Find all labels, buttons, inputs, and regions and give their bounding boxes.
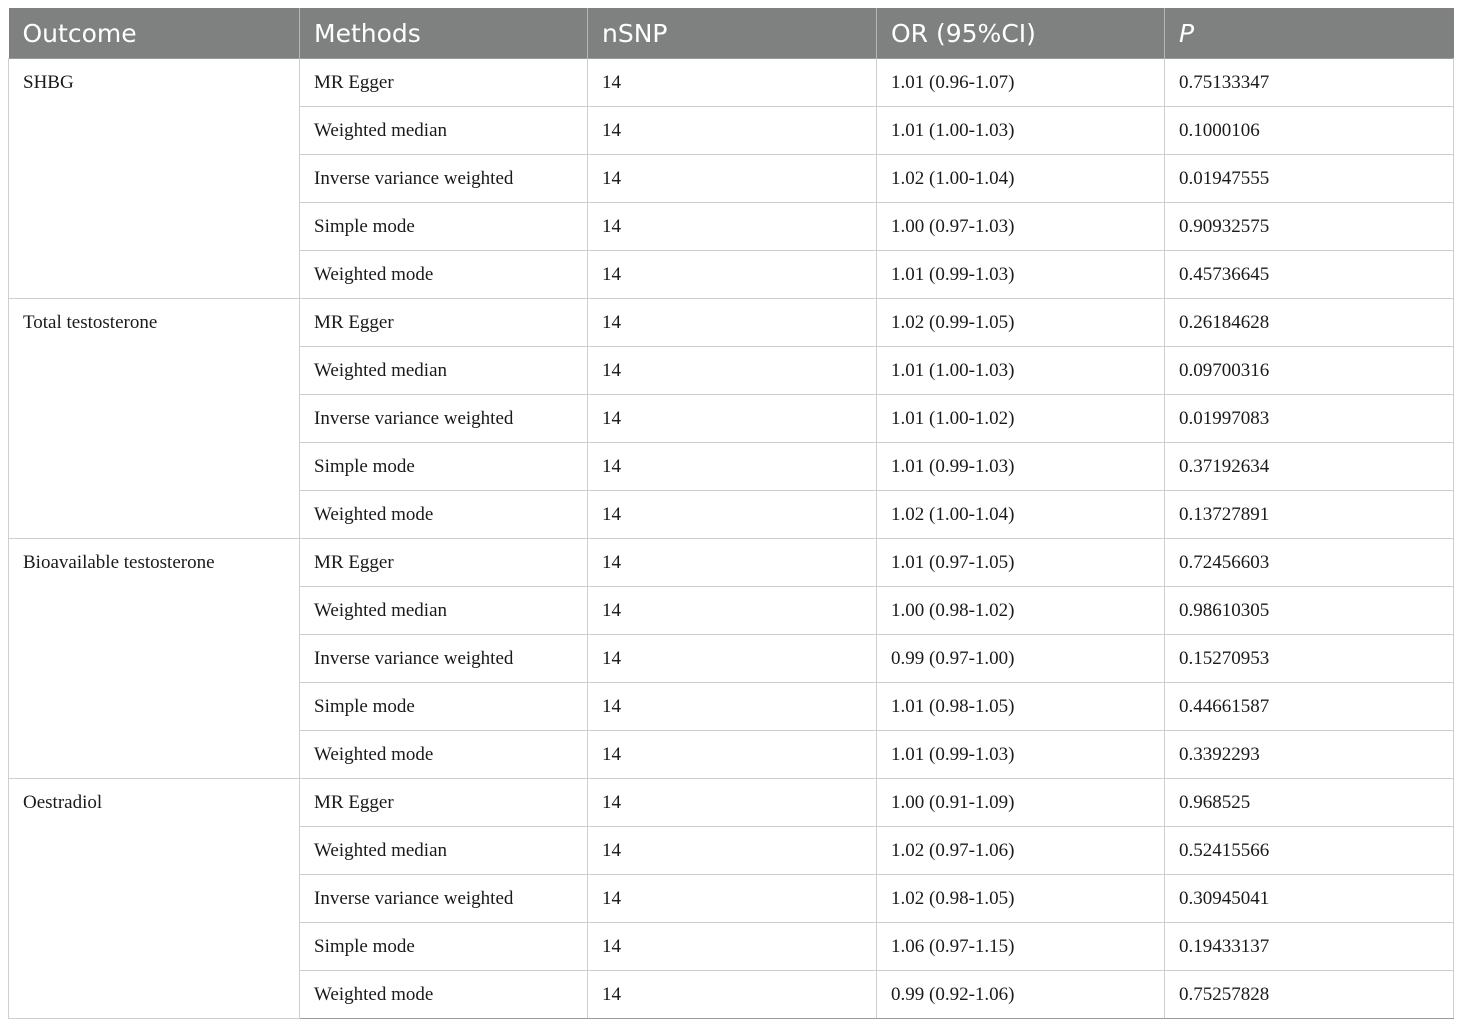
p-value-cell: 0.90932575 <box>1165 203 1454 251</box>
header-or-ci: OR (95%CI) <box>877 8 1165 59</box>
or-ci-cell: 1.02 (0.97-1.06) <box>877 827 1165 875</box>
or-ci-cell: 1.01 (0.99-1.03) <box>877 251 1165 299</box>
or-ci-cell: 1.02 (1.00-1.04) <box>877 155 1165 203</box>
method-cell: Weighted mode <box>300 251 588 299</box>
table-row <box>9 539 1454 587</box>
method-cell: Weighted median <box>300 827 588 875</box>
nsnp-cell: 14 <box>588 971 877 1019</box>
or-ci-cell: 1.01 (0.96-1.07) <box>877 59 1165 107</box>
or-ci-cell: 1.01 (1.00-1.02) <box>877 395 1165 443</box>
nsnp-cell: 14 <box>588 923 877 971</box>
nsnp-cell: 14 <box>588 107 877 155</box>
p-value-cell: 0.37192634 <box>1165 443 1454 491</box>
p-value-cell: 0.3392293 <box>1165 731 1454 779</box>
outcome-cell: Total testosterone <box>9 299 300 539</box>
method-cell: Inverse variance weighted <box>300 395 588 443</box>
or-ci-cell: 1.02 (0.99-1.05) <box>877 299 1165 347</box>
p-value-cell: 0.44661587 <box>1165 683 1454 731</box>
method-cell: Inverse variance weighted <box>300 635 588 683</box>
p-value-cell: 0.72456603 <box>1165 539 1454 587</box>
p-value-cell: 0.45736645 <box>1165 251 1454 299</box>
nsnp-cell: 14 <box>588 491 877 539</box>
method-cell: Simple mode <box>300 683 588 731</box>
table-row <box>9 59 1454 107</box>
or-ci-cell: 1.02 (1.00-1.04) <box>877 491 1165 539</box>
or-ci-cell: 1.00 (0.97-1.03) <box>877 203 1165 251</box>
method-cell: Weighted median <box>300 107 588 155</box>
method-cell: MR Egger <box>300 299 588 347</box>
method-cell: Simple mode <box>300 203 588 251</box>
or-ci-cell: 1.01 (0.99-1.03) <box>877 731 1165 779</box>
or-ci-cell: 1.06 (0.97-1.15) <box>877 923 1165 971</box>
nsnp-cell: 14 <box>588 827 877 875</box>
p-value-cell: 0.75257828 <box>1165 971 1454 1019</box>
method-cell: MR Egger <box>300 539 588 587</box>
nsnp-cell: 14 <box>588 443 877 491</box>
or-ci-cell: 1.00 (0.98-1.02) <box>877 587 1165 635</box>
or-ci-cell: 1.02 (0.98-1.05) <box>877 875 1165 923</box>
method-cell: Simple mode <box>300 443 588 491</box>
method-cell: Weighted median <box>300 587 588 635</box>
p-value-cell: 0.01947555 <box>1165 155 1454 203</box>
header-nsnp: nSNP <box>588 8 877 59</box>
p-value-cell: 0.01997083 <box>1165 395 1454 443</box>
or-ci-cell: 1.01 (0.97-1.05) <box>877 539 1165 587</box>
p-value-cell: 0.30945041 <box>1165 875 1454 923</box>
p-value-cell: 0.19433137 <box>1165 923 1454 971</box>
method-cell: Simple mode <box>300 923 588 971</box>
or-ci-cell: 1.01 (0.99-1.03) <box>877 443 1165 491</box>
table-row <box>9 779 1454 827</box>
method-cell: Weighted mode <box>300 971 588 1019</box>
nsnp-cell: 14 <box>588 683 877 731</box>
table-header-row <box>9 8 1454 59</box>
results-table <box>8 8 1454 1019</box>
outcome-cell: SHBG <box>9 59 300 299</box>
header-outcome: Outcome <box>9 8 300 59</box>
nsnp-cell: 14 <box>588 299 877 347</box>
nsnp-cell: 14 <box>588 59 877 107</box>
p-value-cell: 0.98610305 <box>1165 587 1454 635</box>
method-cell: Weighted mode <box>300 491 588 539</box>
method-cell: Weighted median <box>300 347 588 395</box>
or-ci-cell: 1.01 (0.98-1.05) <box>877 683 1165 731</box>
nsnp-cell: 14 <box>588 395 877 443</box>
table-body <box>9 59 1454 1019</box>
or-ci-cell: 0.99 (0.92-1.06) <box>877 971 1165 1019</box>
p-value-cell: 0.968525 <box>1165 779 1454 827</box>
nsnp-cell: 14 <box>588 779 877 827</box>
method-cell: MR Egger <box>300 779 588 827</box>
nsnp-cell: 14 <box>588 251 877 299</box>
nsnp-cell: 14 <box>588 203 877 251</box>
p-value-cell: 0.15270953 <box>1165 635 1454 683</box>
header-methods: Methods <box>300 8 588 59</box>
p-value-cell: 0.1000106 <box>1165 107 1454 155</box>
table-row <box>9 299 1454 347</box>
or-ci-cell: 1.00 (0.91-1.09) <box>877 779 1165 827</box>
outcome-cell: Bioavailable testosterone <box>9 539 300 779</box>
nsnp-cell: 14 <box>588 539 877 587</box>
or-ci-cell: 0.99 (0.97-1.00) <box>877 635 1165 683</box>
p-value-cell: 0.75133347 <box>1165 59 1454 107</box>
nsnp-cell: 14 <box>588 155 877 203</box>
nsnp-cell: 14 <box>588 347 877 395</box>
p-value-cell: 0.26184628 <box>1165 299 1454 347</box>
p-value-cell: 0.13727891 <box>1165 491 1454 539</box>
or-ci-cell: 1.01 (1.00-1.03) <box>877 347 1165 395</box>
results-table-container <box>8 8 1453 1019</box>
nsnp-cell: 14 <box>588 587 877 635</box>
method-cell: Weighted mode <box>300 731 588 779</box>
method-cell: MR Egger <box>300 59 588 107</box>
nsnp-cell: 14 <box>588 731 877 779</box>
outcome-cell: Oestradiol <box>9 779 300 1019</box>
nsnp-cell: 14 <box>588 635 877 683</box>
or-ci-cell: 1.01 (1.00-1.03) <box>877 107 1165 155</box>
method-cell: Inverse variance weighted <box>300 875 588 923</box>
p-value-cell: 0.52415566 <box>1165 827 1454 875</box>
p-value-cell: 0.09700316 <box>1165 347 1454 395</box>
nsnp-cell: 14 <box>588 875 877 923</box>
method-cell: Inverse variance weighted <box>300 155 588 203</box>
header-p-value: P <box>1165 8 1454 59</box>
